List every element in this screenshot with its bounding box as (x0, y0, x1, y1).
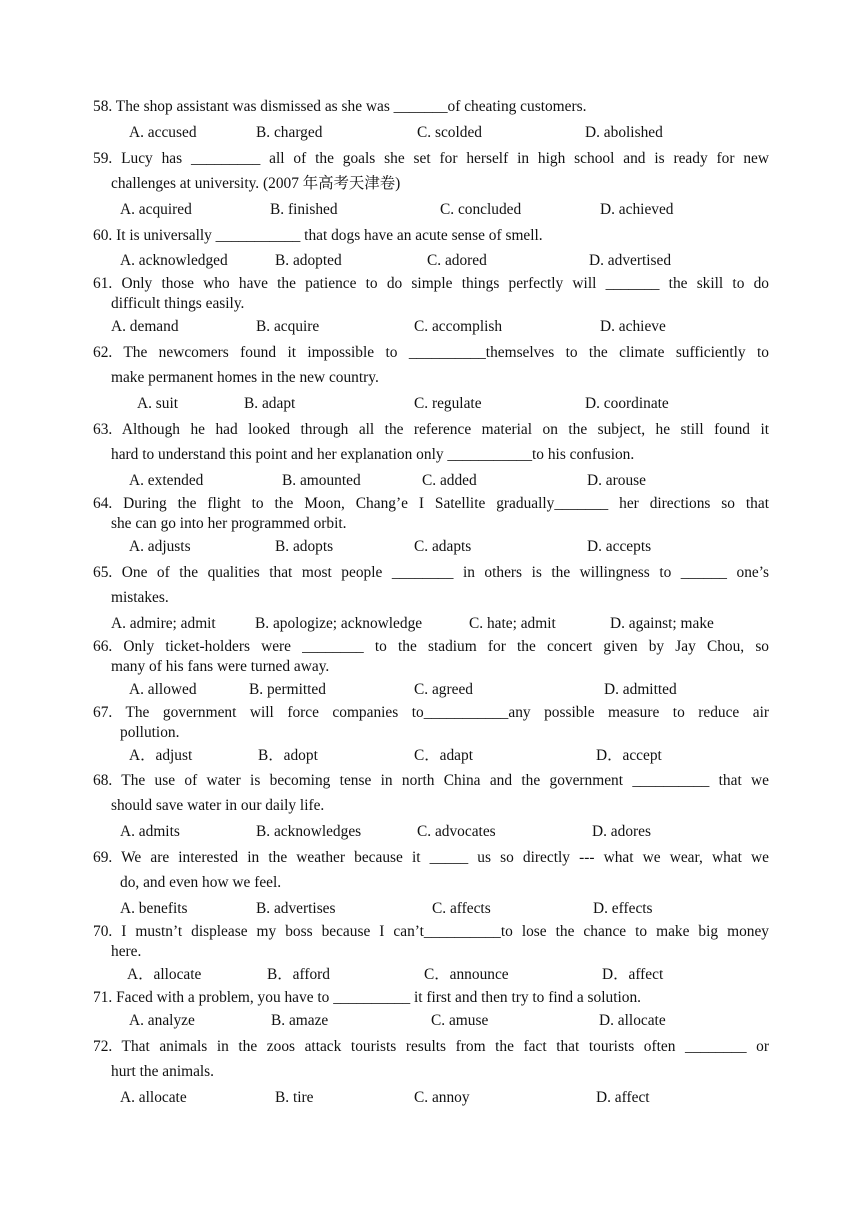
q72-option-d: D. affect (596, 1089, 650, 1106)
q69-option-c: C. affects (432, 900, 491, 917)
q60-option-b: B. adopted (275, 252, 342, 269)
question-64-line-2: she can go into her programmed orbit. (111, 515, 347, 532)
q61-option-b: B. acquire (256, 318, 320, 335)
question-67-line-2: pollution. (120, 724, 180, 741)
question-65-line-1: 65. One of the qualities that most people ________ in others is the willingness to ______ one’s (93, 564, 769, 581)
question-62-line-2: make permanent homes in the new country. (111, 369, 379, 386)
q60-option-c: C. adored (427, 252, 487, 269)
question-63-line-2: hard to understand this point and her explanation only ___________to his confusion. (111, 446, 635, 463)
q71-option-d: D. allocate (599, 1012, 666, 1029)
q59-option-c: C. concluded (440, 201, 522, 218)
q59-option-b: B. finished (270, 201, 338, 218)
q61-option-d: D. achieve (600, 318, 666, 335)
q67-option-b: B．adopt (258, 747, 318, 764)
q68-option-a: A. admits (120, 823, 180, 840)
q63-option-b: B. amounted (282, 472, 361, 489)
q64-option-d: D. accepts (587, 538, 652, 555)
q59-option-d: D. achieved (600, 201, 674, 218)
q65-option-c: C. hate; admit (469, 615, 556, 632)
question-68-line-1: 68. The use of water is becoming tense in north China and the government __________ that we (93, 772, 769, 789)
q62-option-c: C. regulate (414, 395, 482, 412)
question-64-line-1: 64. During the flight to the Moon, Chang’e I Satellite gradually_______ her directions so that (93, 495, 769, 512)
q65-option-d: D. against; make (610, 615, 714, 632)
question-67-line-1: 67. The government will force companies to___________any possible measure to reduce air (93, 704, 769, 721)
question-59-line-2: challenges at university. (2007 年高考天津卷) (111, 175, 401, 192)
q58-option-d: D. abolished (585, 124, 663, 141)
q64-option-c: C. adapts (414, 538, 472, 555)
q64-option-b: B. adopts (275, 538, 334, 555)
q67-option-d: D．accept (596, 747, 662, 764)
question-69-line-2: do, and even how we feel. (120, 874, 282, 891)
q69-option-d: D. effects (593, 900, 653, 917)
q61-option-a: A. demand (111, 318, 179, 335)
question-60-line-1: 60. It is universally ___________ that dogs have an acute sense of smell. (93, 227, 543, 244)
question-68-line-2: should save water in our daily life. (111, 797, 325, 814)
q63-option-d: D. arouse (587, 472, 646, 489)
question-72-line-1: 72. That animals in the zoos attack tourists results from the fact that tourists often ________ or (93, 1038, 769, 1055)
question-66-line-2: many of his fans were turned away. (111, 658, 330, 675)
q70-option-c: C．announce (424, 966, 509, 983)
q70-option-d: D．affect (602, 966, 664, 983)
question-72-line-2: hurt the animals. (111, 1063, 215, 1080)
q62-option-a: A. suit (137, 395, 179, 412)
q58-option-c: C. scolded (417, 124, 482, 141)
q61-option-c: C. accomplish (414, 318, 503, 335)
q69-option-a: A. benefits (120, 900, 188, 917)
q68-option-d: D. adores (592, 823, 651, 840)
q66-option-d: D. admitted (604, 681, 677, 698)
q72-option-c: C. annoy (414, 1089, 470, 1106)
question-61-line-2: difficult things easily. (111, 295, 245, 312)
q65-option-a: A. admire; admit (111, 615, 216, 632)
q71-option-a: A. analyze (129, 1012, 195, 1029)
q68-option-b: B. acknowledges (256, 823, 362, 840)
q58-option-a: A. accused (129, 124, 197, 141)
q66-option-c: C. agreed (414, 681, 473, 698)
question-71-line-1: 71. Faced with a problem, you have to __________ it first and then try to find a solution. (93, 989, 641, 1006)
question-58-line-1: 58. The shop assistant was dismissed as she was _______of cheating customers. (93, 98, 587, 115)
q65-option-b: B. apologize; acknowledge (255, 615, 423, 632)
q71-option-c: C. amuse (431, 1012, 489, 1029)
q64-option-a: A. adjusts (129, 538, 191, 555)
q67-option-c: C．adapt (414, 747, 473, 764)
question-62-line-1: 62. The newcomers found it impossible to __________themselves to the climate sufficiently to (93, 344, 769, 361)
q70-option-b: B．afford (267, 966, 330, 983)
q66-option-a: A. allowed (129, 681, 197, 698)
q70-option-a: A．allocate (127, 966, 202, 983)
q63-option-c: C. added (422, 472, 477, 489)
question-59-line-1: 59. Lucy has _________ all of the goals she set for herself in high school and is ready for new (93, 150, 769, 167)
q72-option-a: A. allocate (120, 1089, 187, 1106)
question-69-line-1: 69. We are interested in the weather because it _____ us so directly --- what we wear, what we (93, 849, 769, 866)
q72-option-b: B. tire (275, 1089, 314, 1106)
q60-option-d: D. advertised (589, 252, 672, 269)
question-61-line-1: 61. Only those who have the patience to do simple things perfectly will _______ the skill to do (93, 275, 769, 292)
q63-option-a: A. extended (129, 472, 204, 489)
q67-option-a: A．adjust (129, 747, 193, 764)
q59-option-a: A. acquired (120, 201, 192, 218)
question-70-line-1: 70. I mustn’t displease my boss because I can’t__________to lose the chance to make big money (93, 923, 769, 940)
q60-option-a: A. acknowledged (120, 252, 228, 269)
q69-option-b: B. advertises (256, 900, 336, 917)
question-70-line-2: here. (111, 943, 142, 960)
question-66-line-1: 66. Only ticket-holders were ________ to the stadium for the concert given by Jay Chou, so (93, 638, 769, 655)
question-65-line-2: mistakes. (111, 589, 169, 606)
q66-option-b: B. permitted (249, 681, 326, 698)
q62-option-d: D. coordinate (585, 395, 669, 412)
q58-option-b: B. charged (256, 124, 323, 141)
q68-option-c: C. advocates (417, 823, 496, 840)
question-63-line-1: 63. Although he had looked through all the reference material on the subject, he still found it (93, 421, 769, 438)
q71-option-b: B. amaze (271, 1012, 329, 1029)
q62-option-b: B. adapt (244, 395, 296, 412)
